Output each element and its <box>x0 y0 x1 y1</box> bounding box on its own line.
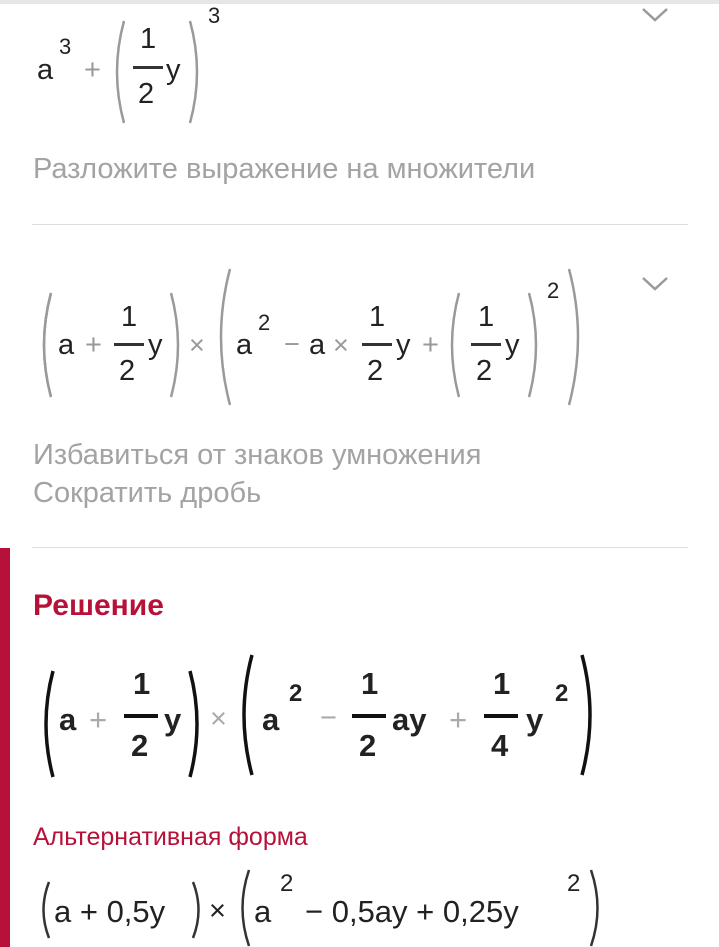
fraction-bar <box>484 714 518 718</box>
solution-accent-bar <box>0 548 10 947</box>
alternative-form-title: Альтернативная форма <box>33 823 308 851</box>
fraction-numerator: 1 <box>361 666 379 701</box>
left-paren <box>36 880 52 940</box>
fraction-bar <box>471 343 501 346</box>
alt-factor-1: a + 0,5y <box>54 894 166 929</box>
right-paren-big <box>565 266 589 408</box>
fraction-bar <box>362 343 392 346</box>
plus-sign: + <box>449 702 468 737</box>
times-sign: × <box>210 703 227 735</box>
fraction-bar <box>114 343 144 346</box>
divider <box>32 547 688 548</box>
fraction-denominator: 2 <box>138 78 155 110</box>
divider <box>32 224 688 225</box>
outer-exponent: 3 <box>208 3 221 28</box>
inner-exponent: 2 <box>547 278 560 303</box>
alt-factor-2-rest: − 0,5ay + 0,25y <box>305 894 519 929</box>
minus-sign: − <box>284 329 300 359</box>
exponent: 2 <box>567 870 581 897</box>
times-sign: × <box>189 330 205 360</box>
exponent: 2 <box>289 680 303 707</box>
times-sign: × <box>333 330 349 360</box>
left-paren-outer <box>35 290 55 400</box>
variable-y: y <box>396 329 411 361</box>
exponent: 3 <box>59 34 72 59</box>
variable-a: a <box>254 894 272 929</box>
solution-title: Решение <box>33 589 164 622</box>
variable-y: y <box>148 329 163 361</box>
variable-y: y <box>526 702 544 737</box>
left-paren-big <box>234 652 256 778</box>
exponent: 2 <box>258 310 271 335</box>
left-paren-big <box>210 266 234 408</box>
variable-a: a <box>37 54 54 86</box>
plus-sign: + <box>84 54 101 86</box>
variable-a: a <box>58 329 75 361</box>
left-paren-big <box>234 868 252 947</box>
plus-sign: + <box>89 702 108 737</box>
fraction-bar <box>352 714 386 718</box>
step-1-action[interactable]: Разложите выражение на множители <box>33 153 536 185</box>
fraction-bar <box>133 66 163 69</box>
right-paren <box>186 18 206 126</box>
variable-y: y <box>166 54 181 86</box>
plus-sign: + <box>422 329 439 361</box>
variable-y: y <box>505 329 520 361</box>
times-sign: × <box>209 895 226 927</box>
variable-a: a <box>236 329 253 361</box>
variable-ay: ay <box>392 702 427 737</box>
variable-a: a <box>309 329 326 361</box>
fraction-numerator: 1 <box>369 301 386 333</box>
step-2-action-1[interactable]: Избавиться от знаков умножения <box>33 439 482 471</box>
fraction-denominator: 2 <box>119 355 136 387</box>
right-paren-outer <box>167 290 187 400</box>
left-paren <box>443 290 463 400</box>
step-1-expression[interactable] <box>0 0 719 140</box>
right-paren <box>190 880 206 940</box>
fraction-numerator: 1 <box>140 23 157 55</box>
fraction-bar <box>124 714 158 718</box>
minus-sign: − <box>320 702 337 734</box>
fraction-numerator: 1 <box>133 666 151 701</box>
exponent: 2 <box>555 680 569 707</box>
right-paren-big <box>578 652 600 778</box>
fraction-denominator: 2 <box>476 355 493 387</box>
step-2-expression[interactable] <box>0 230 719 420</box>
variable-y: y <box>164 702 182 737</box>
fraction-denominator: 2 <box>367 355 384 387</box>
step-2-action-2[interactable]: Сократить дробь <box>33 477 262 509</box>
right-paren-big <box>588 868 606 947</box>
left-paren <box>108 18 128 126</box>
exponent: 2 <box>280 870 294 897</box>
variable-a: a <box>262 702 280 737</box>
fraction-denominator: 2 <box>359 728 377 763</box>
plus-sign: + <box>85 329 102 361</box>
right-paren <box>525 290 545 400</box>
fraction-denominator: 2 <box>131 728 149 763</box>
variable-a: a <box>59 702 77 737</box>
fraction-numerator: 1 <box>478 301 495 333</box>
fraction-numerator: 1 <box>493 666 511 701</box>
fraction-denominator: 4 <box>491 728 509 763</box>
fraction-numerator: 1 <box>121 301 138 333</box>
chevron-down-icon[interactable] <box>640 272 670 294</box>
chevron-down-icon[interactable] <box>640 3 670 25</box>
left-paren-outer <box>37 668 57 780</box>
right-paren-outer <box>186 668 206 780</box>
